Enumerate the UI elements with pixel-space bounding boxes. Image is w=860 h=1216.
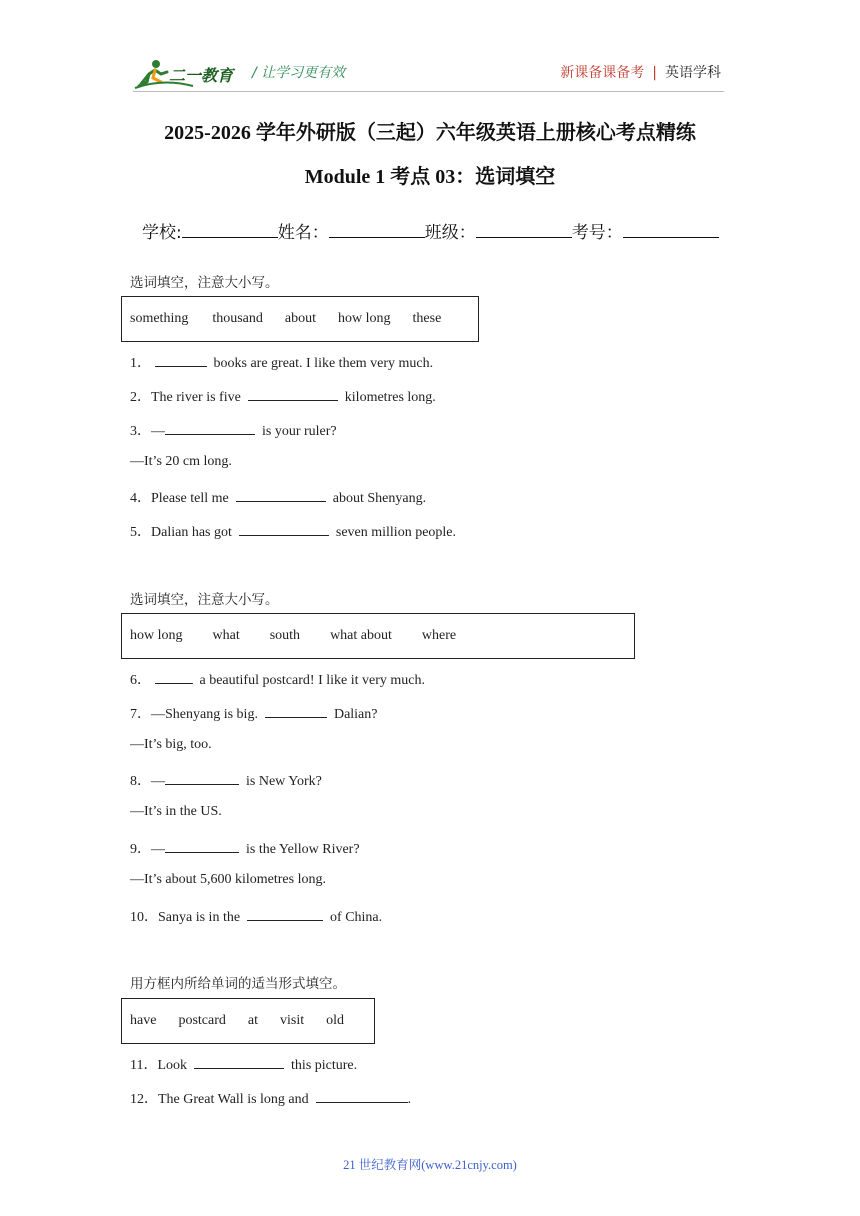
question-number: 6． [130,673,151,688]
answer-line-8: —It’s in the US. [130,804,222,819]
question-10 [130,906,382,926]
answer-blank[interactable] [165,422,255,435]
word-box-item: something [130,311,189,326]
question-text: Dalian? [333,707,378,722]
name-field[interactable] [329,221,425,238]
question-text: kilometres long. [344,390,436,405]
question-number: 2． [130,390,151,405]
page-title: 2025-2026 学年外研版（三起）六年级英语上册核心考点精练 [164,122,696,144]
answer-line-3: —It’s 20 cm long. [130,454,232,469]
word-box-item: old [326,1013,344,1028]
header-slogan: / 让学习更有效 [252,65,346,81]
header-course-label: 新课备课备考 [560,65,645,81]
logo [133,58,243,90]
question-7 [130,703,377,723]
question-number: 3． [130,424,151,439]
page-subtitle: Module 1 考点 03：选词填空 [304,166,556,188]
logo-text: 二一教育 [169,66,234,85]
word-box-item: thousand [212,311,263,326]
question-number: 11． [130,1058,158,1073]
question-text: Look [157,1058,188,1073]
answer-blank[interactable] [248,388,338,401]
question-number: 12． [130,1092,158,1107]
class-label: 班级： [424,223,476,243]
question-4 [130,487,426,507]
answer-line-7: —It’s big, too. [130,737,212,752]
section2-word-box [121,613,635,659]
question-text: seven million people. [335,525,457,540]
page-footer: 21 世纪教育网(www.21cnjy.com) [343,1158,517,1172]
question-number: 10． [130,910,158,925]
question-text: of China. [330,910,383,925]
question-number: 4． [130,491,151,506]
question-text: — [151,424,165,439]
question-5 [130,521,456,541]
question-text: is the Yellow River? [246,842,360,857]
question-2 [130,386,436,406]
name-label: 姓名： [277,223,329,243]
question-text: about Shenyang. [332,491,427,506]
question-text: is New York? [246,774,322,789]
answer-blank[interactable] [165,840,239,853]
number-field[interactable] [623,221,719,238]
question-6 [130,669,425,689]
word-box-item: what about [330,628,392,643]
section2-instruction: 选词填空，注意大小写。 [130,592,279,608]
word-box-item: what [212,628,240,643]
section3-instruction: 用方框内所给单词的适当形式填空。 [130,976,346,992]
question-number: 8． [130,774,151,789]
answer-blank[interactable] [155,354,207,367]
question-9 [130,838,360,858]
question-number: 7． [130,707,151,722]
question-text: a beautiful postcard! I like it very much. [199,673,425,688]
number-label: 考号： [571,223,623,243]
answer-blank[interactable] [236,489,326,502]
question-number: 5． [130,525,151,540]
question-text: this picture. [291,1058,358,1073]
question-text: —Shenyang is big. [151,707,258,722]
question-text: Sanya is in the [158,910,241,925]
question-text: Please tell me [151,491,229,506]
question-text: The Great Wall is long and [158,1092,309,1107]
word-box-item: visit [279,1013,305,1028]
word-box-item: how long [338,311,391,326]
word-box-item: at [247,1013,258,1028]
answer-blank[interactable] [155,671,193,684]
answer-blank[interactable] [316,1090,408,1103]
question-text: Dalian has got [151,525,232,540]
section1-word-box [121,296,479,342]
header-subject [560,62,721,82]
question-text: books are great. I like them very much. [213,356,434,371]
section3-word-box [121,998,375,1044]
question-number: 1． [130,356,151,371]
answer-blank[interactable] [165,772,239,785]
question-12 [130,1088,411,1108]
question-text: — [151,774,165,789]
question-1 [130,352,433,372]
question-3 [130,420,337,440]
word-box-item: about [284,311,317,326]
word-box-item: south [269,628,301,643]
question-text: . [407,1092,412,1107]
answer-blank[interactable] [265,705,327,718]
header-separator: | [652,65,657,81]
school-label: 学校: [142,223,182,243]
word-box-item: postcard [178,1013,226,1028]
header-divider [133,91,724,92]
school-field[interactable] [182,221,278,238]
section1-instruction: 选词填空，注意大小写。 [130,275,279,291]
answer-blank[interactable] [239,523,329,536]
word-box-item: where [421,628,457,643]
answer-blank[interactable] [194,1056,284,1069]
student-info-line [142,218,719,243]
question-8 [130,770,322,790]
question-text: is your ruler? [262,424,337,439]
question-text: The river is five [151,390,241,405]
class-field[interactable] [476,221,572,238]
question-number: 9． [130,842,151,857]
header-subject-label: 英语学科 [665,65,721,81]
question-11 [130,1054,357,1074]
answer-blank[interactable] [247,908,323,921]
answer-line-9: —It’s about 5,600 kilometres long. [130,872,326,887]
question-text: — [151,842,165,857]
word-box-item: how long [130,628,183,643]
word-box-item: these [412,311,442,326]
word-box-item: have [130,1013,157,1028]
